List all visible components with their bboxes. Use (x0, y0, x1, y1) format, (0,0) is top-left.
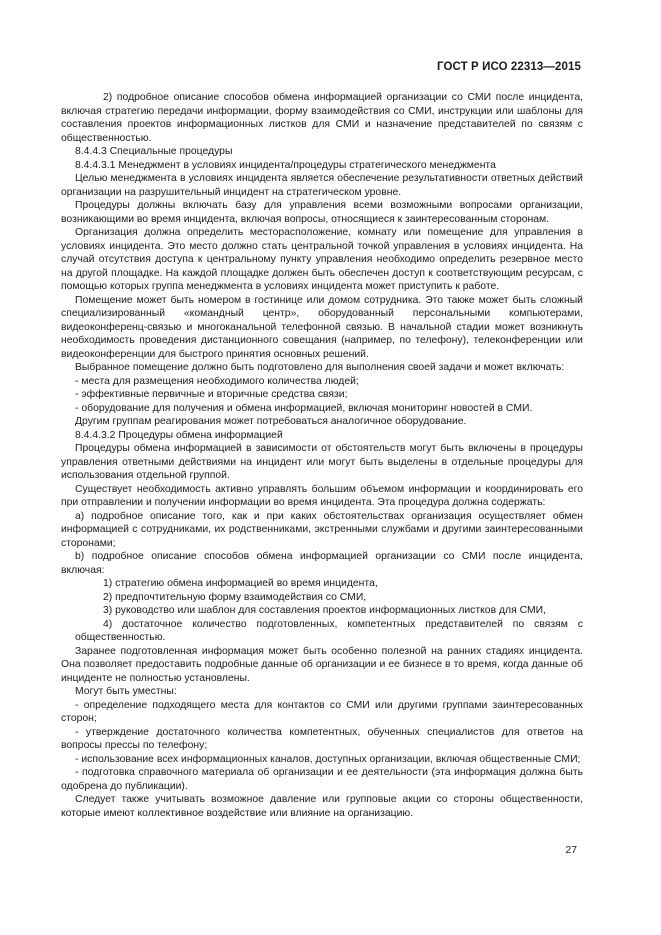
paragraph: Помещение может быть номером в гостинице или домом сотрудника. Это также может быть сложный специализированный «командный центр», оборудованный персональными компьютерами, видеоконференц-связью и многоканальной телефонной связью. В начальной стадии может возникнуть необходимость проведения дистанционного совещания (например, по телефону), телеконференции или видеоконференции для быстрого принятия основных решений. (61, 294, 583, 360)
paragraph: Организация должна определить месторасположение, комнату или помещение для управления в условиях инцидента. Это место должно стать центральной точкой управления в условиях инцидента. На случай отсутствия доступа к центральному пункту управления необходимо определить резервное место на другой площадке. На каждой площадке должен быть обеспечен доступ к соответствующим ресурсам, с помощью которых группа менеджмента в условиях инцидента может приступить к работе. (61, 227, 583, 292)
paragraph: - утверждение достаточного количества компетентных, обученных специалистов для ответов на вопросы прессы по телефону; (61, 726, 583, 751)
paragraph: Целью менеджмента в условиях инцидента является обеспечение результативности ответных действий организации на разрушительный инцидент на стратегическом уровне. (61, 173, 583, 198)
paragraph: - использование всех информационных каналов, доступных организации, включая общественные СМИ; (75, 753, 581, 765)
paragraph: - подготовка справочного материала об организации и ее деятельности (эта информация должна быть одобрена до публикации). (61, 767, 583, 792)
paragraph: Существует необходимость активно управлять большим объемом информации и координировать его при отправлении и получении информации во время инцидента. Эта процедура должна содержать: (61, 483, 583, 508)
page-number: 27 (565, 845, 577, 856)
paragraph: Процедуры обмена информацией в зависимости от обстоятельств могут быть включены в процедуры управления ответными действиями на инцидент или могут быть выделены в отдельные процедуры для использования отдельной группой. (61, 443, 583, 481)
paragraph: - места для размещения необходимого количества людей; (75, 375, 359, 387)
paragraph: Процедуры должны включать базу для управления всеми возможными вопросами организации, возникающими во время инцидента, включая вопросы, относящиеся к заинтересованным сторонам. (61, 200, 583, 225)
paragraph: 3) руководство или шаблон для составления проектов информационных листков для СМИ, (103, 605, 547, 616)
paragraph: 8.4.4.3 Специальные процедуры (75, 146, 233, 157)
paragraph: - определение подходящего места для контактов со СМИ или другими группами заинтересованных сторон; (61, 699, 583, 724)
paragraph: Другим группам реагирования может потребоваться аналогичное оборудование. (75, 416, 467, 427)
paragraph: 1) стратегию обмена информацией во время инцидента, (103, 578, 378, 589)
document-body (61, 91, 583, 820)
paragraph: - эффективные первичные и вторичные средства связи; (75, 389, 348, 400)
paragraph: 2) подробное описание способов обмена информацией организации со СМИ после инцидента, включая стратегию передачи информации, форму взаимодействия со СМИ, инструкции или шаблоны для составления проектов информационных листков для СМИ и назначение представителей по связям с общественностью. (61, 92, 583, 144)
paragraph: Следует также учитывать возможное давление или групповые акции со стороны общественности, которые имеют коллективное воздействие или влияние на организацию. (61, 794, 583, 819)
paragraph: Могут быть уместны: (75, 686, 177, 697)
paragraph: Выбранное помещение должно быть подготовлено для выполнения своей задачи и может включать: (75, 362, 565, 373)
paragraph: 4) достаточное количество подготовленных, компетентных представителей по связям с общественностью. (75, 618, 583, 643)
paragraph: a) подробное описание того, как и при каких обстоятельствах организация осуществляет обмен информацией с сотрудниками, их родственниками, экстренными службами и другими заинтересованными сторонами; (61, 510, 583, 549)
paragraph: b) подробное описание способов обмена информацией организации со СМИ после инцидента, включая: (61, 551, 583, 576)
paragraph: Заранее подготовленная информация может быть особенно полезной на ранних стадиях инцидента. Она позволяет предоставить подробные данные об организации и ее бизнесе в то время, когда данные об инциденте не полностью установлены. (61, 645, 583, 684)
paragraph: - оборудование для получения и обмена информацией, включая мониторинг новостей в СМИ. (75, 402, 533, 414)
paragraph: 2) предпочтительную форму взаимодействия со СМИ, (103, 591, 367, 603)
paragraph: 8.4.4.3.2 Процедуры обмена информацией (75, 429, 283, 441)
document-header-title: ГОСТ Р ИСО 22313—2015 (436, 61, 581, 73)
paragraph: 8.4.4.3.1 Менеджмент в условиях инцидента/процедуры стратегического менеджмента (75, 159, 496, 171)
